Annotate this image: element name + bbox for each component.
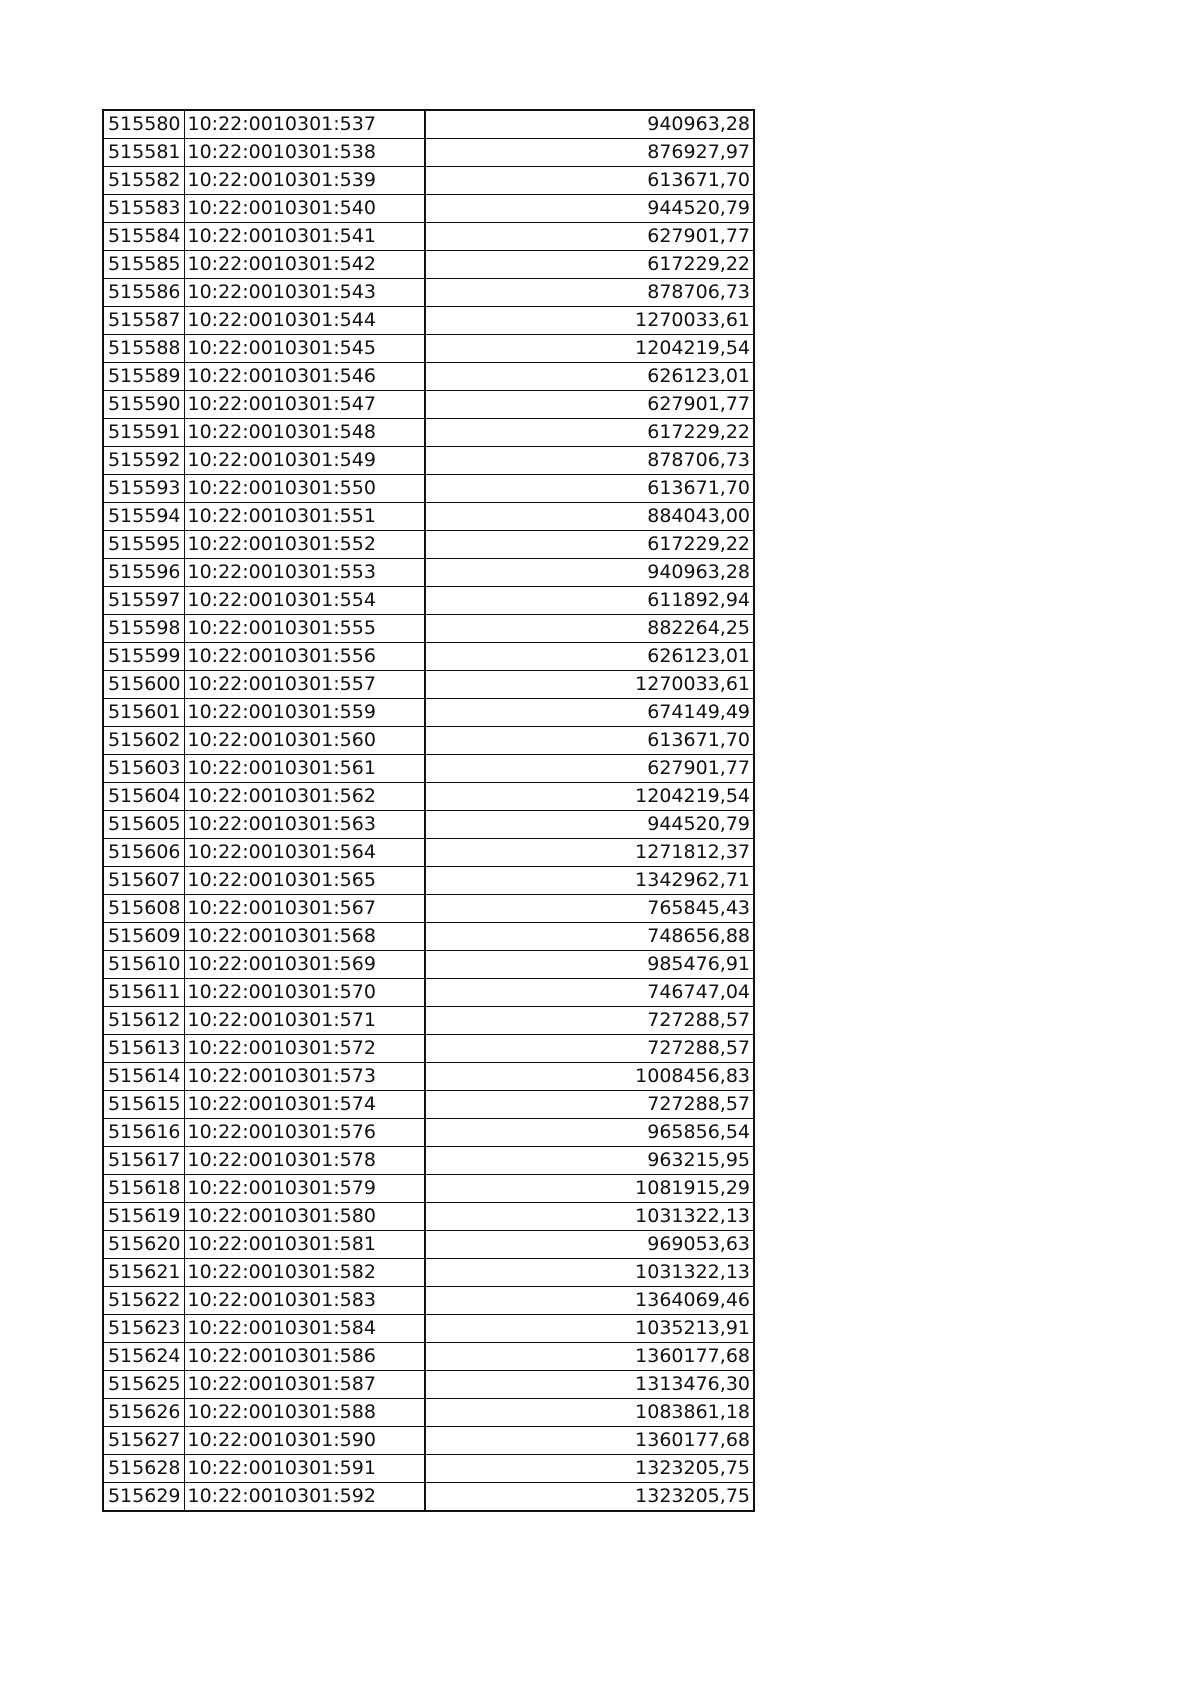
table-row xyxy=(103,783,754,811)
table-row xyxy=(103,1315,754,1343)
table-row xyxy=(103,419,754,447)
row-number-cell: 515623 xyxy=(103,1315,184,1343)
cadastral-number-cell: 10:22:0010301:547 xyxy=(184,391,425,419)
cadastral-number-cell: 10:22:0010301:551 xyxy=(184,503,425,531)
row-number-cell: 515624 xyxy=(103,1343,184,1371)
table-row xyxy=(103,1203,754,1231)
cadastral-value-cell: 626123,01 xyxy=(425,643,754,671)
cadastral-number-cell: 10:22:0010301:587 xyxy=(184,1371,425,1399)
cadastral-value-cell: 940963,28 xyxy=(425,559,754,587)
table-row xyxy=(103,195,754,223)
cadastral-value-cell: 1364069,46 xyxy=(425,1287,754,1315)
cadastral-value-cell: 1342962,71 xyxy=(425,867,754,895)
row-number-cell: 515604 xyxy=(103,783,184,811)
cadastral-value-cell: 1270033,61 xyxy=(425,307,754,335)
table-row xyxy=(103,335,754,363)
table-row xyxy=(103,1455,754,1483)
cadastral-number-cell: 10:22:0010301:581 xyxy=(184,1231,425,1259)
cadastral-value-cell: 611892,94 xyxy=(425,587,754,615)
table-row xyxy=(103,531,754,559)
cadastral-value-cell: 1031322,13 xyxy=(425,1259,754,1287)
row-number-cell: 515621 xyxy=(103,1259,184,1287)
cadastral-number-cell: 10:22:0010301:578 xyxy=(184,1147,425,1175)
cadastral-number-cell: 10:22:0010301:571 xyxy=(184,1007,425,1035)
table-row xyxy=(103,1427,754,1455)
cadastral-number-cell: 10:22:0010301:591 xyxy=(184,1455,425,1483)
cadastral-value-cell: 1081915,29 xyxy=(425,1175,754,1203)
row-number-cell: 515598 xyxy=(103,615,184,643)
cadastral-number-cell: 10:22:0010301:557 xyxy=(184,671,425,699)
table-row xyxy=(103,755,754,783)
cadastral-value-cell: 1323205,75 xyxy=(425,1483,754,1512)
row-number-cell: 515588 xyxy=(103,335,184,363)
table-row xyxy=(103,279,754,307)
table-row xyxy=(103,671,754,699)
row-number-cell: 515610 xyxy=(103,951,184,979)
table-row xyxy=(103,223,754,251)
cadastral-value-cell: 882264,25 xyxy=(425,615,754,643)
table-row xyxy=(103,391,754,419)
cadastral-number-cell: 10:22:0010301:563 xyxy=(184,811,425,839)
table-row xyxy=(103,1343,754,1371)
table-row xyxy=(103,1063,754,1091)
cadastral-value-cell: 878706,73 xyxy=(425,279,754,307)
cadastral-number-cell: 10:22:0010301:582 xyxy=(184,1259,425,1287)
table-row xyxy=(103,1371,754,1399)
cadastral-number-cell: 10:22:0010301:540 xyxy=(184,195,425,223)
table-row xyxy=(103,1175,754,1203)
row-number-cell: 515619 xyxy=(103,1203,184,1231)
cadastral-number-cell: 10:22:0010301:568 xyxy=(184,923,425,951)
table-row xyxy=(103,867,754,895)
table-row xyxy=(103,251,754,279)
table-row xyxy=(103,167,754,195)
cadastral-value-cell: 1204219,54 xyxy=(425,335,754,363)
row-number-cell: 515618 xyxy=(103,1175,184,1203)
row-number-cell: 515599 xyxy=(103,643,184,671)
table-body xyxy=(103,110,754,1511)
cadastral-value-cell: 1204219,54 xyxy=(425,783,754,811)
cadastral-number-cell: 10:22:0010301:590 xyxy=(184,1427,425,1455)
cadastral-number-cell: 10:22:0010301:580 xyxy=(184,1203,425,1231)
table-row xyxy=(103,1399,754,1427)
cadastral-number-cell: 10:22:0010301:586 xyxy=(184,1343,425,1371)
table-row xyxy=(103,587,754,615)
cadastral-number-cell: 10:22:0010301:553 xyxy=(184,559,425,587)
cadastral-value-cell: 1360177,68 xyxy=(425,1343,754,1371)
row-number-cell: 515609 xyxy=(103,923,184,951)
row-number-cell: 515586 xyxy=(103,279,184,307)
row-number-cell: 515595 xyxy=(103,531,184,559)
row-number-cell: 515605 xyxy=(103,811,184,839)
cadastral-value-cell: 617229,22 xyxy=(425,531,754,559)
cadastral-value-cell: 626123,01 xyxy=(425,363,754,391)
row-number-cell: 515627 xyxy=(103,1427,184,1455)
row-number-cell: 515614 xyxy=(103,1063,184,1091)
row-number-cell: 515626 xyxy=(103,1399,184,1427)
row-number-cell: 515580 xyxy=(103,110,184,139)
cadastral-value-cell: 884043,00 xyxy=(425,503,754,531)
row-number-cell: 515608 xyxy=(103,895,184,923)
cadastral-value-cell: 727288,57 xyxy=(425,1007,754,1035)
cadastral-value-cell: 627901,77 xyxy=(425,755,754,783)
table-row xyxy=(103,923,754,951)
cadastral-value-cell: 944520,79 xyxy=(425,811,754,839)
table-row xyxy=(103,1119,754,1147)
table-row xyxy=(103,699,754,727)
cadastral-value-cell: 963215,95 xyxy=(425,1147,754,1175)
table-row xyxy=(103,615,754,643)
cadastral-number-cell: 10:22:0010301:538 xyxy=(184,139,425,167)
cadastral-number-cell: 10:22:0010301:542 xyxy=(184,251,425,279)
row-number-cell: 515611 xyxy=(103,979,184,1007)
cadastral-number-cell: 10:22:0010301:564 xyxy=(184,839,425,867)
row-number-cell: 515601 xyxy=(103,699,184,727)
cadastral-number-cell: 10:22:0010301:544 xyxy=(184,307,425,335)
row-number-cell: 515607 xyxy=(103,867,184,895)
cadastral-value-cell: 1271812,37 xyxy=(425,839,754,867)
cadastral-value-cell: 940963,28 xyxy=(425,110,754,139)
cadastral-number-cell: 10:22:0010301:579 xyxy=(184,1175,425,1203)
table-row xyxy=(103,839,754,867)
table-row xyxy=(103,811,754,839)
cadastral-number-cell: 10:22:0010301:550 xyxy=(184,475,425,503)
cadastral-value-cell: 617229,22 xyxy=(425,419,754,447)
row-number-cell: 515616 xyxy=(103,1119,184,1147)
row-number-cell: 515620 xyxy=(103,1231,184,1259)
cadastral-value-table xyxy=(102,109,755,1512)
cadastral-value-cell: 746747,04 xyxy=(425,979,754,1007)
cadastral-number-cell: 10:22:0010301:537 xyxy=(184,110,425,139)
table-row xyxy=(103,503,754,531)
cadastral-number-cell: 10:22:0010301:584 xyxy=(184,1315,425,1343)
row-number-cell: 515587 xyxy=(103,307,184,335)
row-number-cell: 515593 xyxy=(103,475,184,503)
cadastral-value-cell: 613671,70 xyxy=(425,167,754,195)
row-number-cell: 515625 xyxy=(103,1371,184,1399)
row-number-cell: 515597 xyxy=(103,587,184,615)
table-row xyxy=(103,363,754,391)
cadastral-number-cell: 10:22:0010301:572 xyxy=(184,1035,425,1063)
table-row xyxy=(103,1091,754,1119)
cadastral-value-cell: 876927,97 xyxy=(425,139,754,167)
row-number-cell: 515581 xyxy=(103,139,184,167)
cadastral-value-cell: 985476,91 xyxy=(425,951,754,979)
row-number-cell: 515583 xyxy=(103,195,184,223)
row-number-cell: 515612 xyxy=(103,1007,184,1035)
cadastral-number-cell: 10:22:0010301:559 xyxy=(184,699,425,727)
row-number-cell: 515622 xyxy=(103,1287,184,1315)
cadastral-value-cell: 969053,63 xyxy=(425,1231,754,1259)
cadastral-value-cell: 613671,70 xyxy=(425,727,754,755)
cadastral-number-cell: 10:22:0010301:569 xyxy=(184,951,425,979)
cadastral-value-cell: 1323205,75 xyxy=(425,1455,754,1483)
cadastral-value-cell: 1031322,13 xyxy=(425,1203,754,1231)
table-row xyxy=(103,447,754,475)
cadastral-number-cell: 10:22:0010301:562 xyxy=(184,783,425,811)
cadastral-value-cell: 1083861,18 xyxy=(425,1399,754,1427)
table-row xyxy=(103,1231,754,1259)
row-number-cell: 515603 xyxy=(103,755,184,783)
row-number-cell: 515629 xyxy=(103,1483,184,1512)
table-row xyxy=(103,1287,754,1315)
cadastral-value-cell: 674149,49 xyxy=(425,699,754,727)
table-row xyxy=(103,979,754,1007)
row-number-cell: 515592 xyxy=(103,447,184,475)
cadastral-value-cell: 944520,79 xyxy=(425,195,754,223)
row-number-cell: 515602 xyxy=(103,727,184,755)
cadastral-number-cell: 10:22:0010301:576 xyxy=(184,1119,425,1147)
cadastral-value-cell: 765845,43 xyxy=(425,895,754,923)
cadastral-number-cell: 10:22:0010301:543 xyxy=(184,279,425,307)
cadastral-number-cell: 10:22:0010301:567 xyxy=(184,895,425,923)
cadastral-number-cell: 10:22:0010301:560 xyxy=(184,727,425,755)
cadastral-number-cell: 10:22:0010301:541 xyxy=(184,223,425,251)
cadastral-number-cell: 10:22:0010301:570 xyxy=(184,979,425,1007)
row-number-cell: 515596 xyxy=(103,559,184,587)
cadastral-value-cell: 1035213,91 xyxy=(425,1315,754,1343)
table-row xyxy=(103,895,754,923)
cadastral-number-cell: 10:22:0010301:555 xyxy=(184,615,425,643)
cadastral-number-cell: 10:22:0010301:592 xyxy=(184,1483,425,1512)
row-number-cell: 515606 xyxy=(103,839,184,867)
row-number-cell: 515594 xyxy=(103,503,184,531)
table-row xyxy=(103,475,754,503)
cadastral-value-cell: 1313476,30 xyxy=(425,1371,754,1399)
table-row xyxy=(103,1007,754,1035)
cadastral-value-cell: 878706,73 xyxy=(425,447,754,475)
table-row xyxy=(103,1147,754,1175)
cadastral-number-cell: 10:22:0010301:539 xyxy=(184,167,425,195)
cadastral-number-cell: 10:22:0010301:545 xyxy=(184,335,425,363)
cadastral-value-cell: 965856,54 xyxy=(425,1119,754,1147)
cadastral-number-cell: 10:22:0010301:549 xyxy=(184,447,425,475)
cadastral-value-cell: 627901,77 xyxy=(425,223,754,251)
row-number-cell: 515613 xyxy=(103,1035,184,1063)
cadastral-number-cell: 10:22:0010301:554 xyxy=(184,587,425,615)
cadastral-value-cell: 1360177,68 xyxy=(425,1427,754,1455)
table-row xyxy=(103,643,754,671)
row-number-cell: 515600 xyxy=(103,671,184,699)
table-row xyxy=(103,1035,754,1063)
cadastral-number-cell: 10:22:0010301:552 xyxy=(184,531,425,559)
cadastral-value-cell: 727288,57 xyxy=(425,1035,754,1063)
row-number-cell: 515582 xyxy=(103,167,184,195)
cadastral-value-cell: 627901,77 xyxy=(425,391,754,419)
row-number-cell: 515590 xyxy=(103,391,184,419)
cadastral-number-cell: 10:22:0010301:573 xyxy=(184,1063,425,1091)
cadastral-number-cell: 10:22:0010301:561 xyxy=(184,755,425,783)
row-number-cell: 515584 xyxy=(103,223,184,251)
cadastral-number-cell: 10:22:0010301:565 xyxy=(184,867,425,895)
cadastral-number-cell: 10:22:0010301:546 xyxy=(184,363,425,391)
table-row xyxy=(103,1259,754,1287)
cadastral-number-cell: 10:22:0010301:556 xyxy=(184,643,425,671)
cadastral-value-cell: 617229,22 xyxy=(425,251,754,279)
table-row xyxy=(103,110,754,139)
cadastral-number-cell: 10:22:0010301:588 xyxy=(184,1399,425,1427)
cadastral-value-cell: 748656,88 xyxy=(425,923,754,951)
row-number-cell: 515628 xyxy=(103,1455,184,1483)
row-number-cell: 515615 xyxy=(103,1091,184,1119)
cadastral-number-cell: 10:22:0010301:548 xyxy=(184,419,425,447)
cadastral-value-cell: 613671,70 xyxy=(425,475,754,503)
table-row xyxy=(103,307,754,335)
table-row xyxy=(103,951,754,979)
cadastral-value-cell: 1008456,83 xyxy=(425,1063,754,1091)
row-number-cell: 515585 xyxy=(103,251,184,279)
table-row xyxy=(103,1483,754,1512)
table-row xyxy=(103,727,754,755)
table-row xyxy=(103,559,754,587)
table-row xyxy=(103,139,754,167)
row-number-cell: 515591 xyxy=(103,419,184,447)
cadastral-value-cell: 727288,57 xyxy=(425,1091,754,1119)
row-number-cell: 515589 xyxy=(103,363,184,391)
cadastral-number-cell: 10:22:0010301:574 xyxy=(184,1091,425,1119)
cadastral-value-cell: 1270033,61 xyxy=(425,671,754,699)
row-number-cell: 515617 xyxy=(103,1147,184,1175)
cadastral-number-cell: 10:22:0010301:583 xyxy=(184,1287,425,1315)
